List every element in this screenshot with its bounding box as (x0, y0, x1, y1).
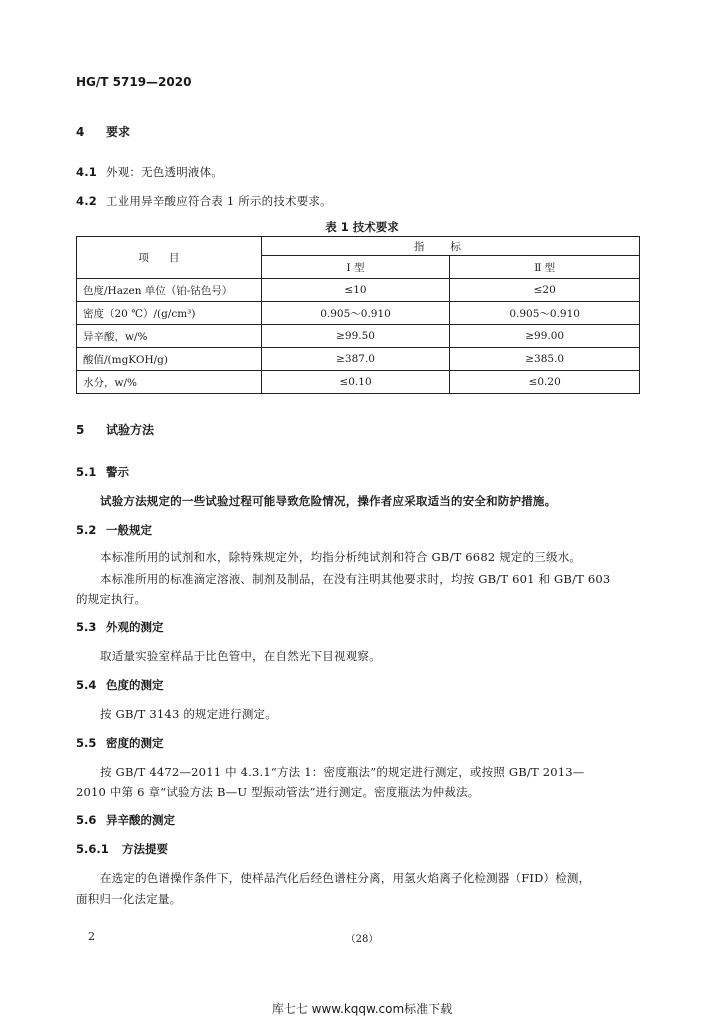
paragraph: 按 GB/T 4472—2011 中 4.3.1“方法 1：密度瓶法”的规定进行测定，或按照 GB/T 2013— (100, 765, 585, 779)
table-row (77, 371, 640, 394)
clause-5-4-heading (76, 677, 164, 693)
row-type-1-value: ≥387.0 (261, 348, 450, 371)
row-type-2-value: ≥385.0 (450, 348, 640, 371)
table-header-row (77, 237, 640, 256)
clause-number: 5.5 (76, 736, 97, 750)
row-item: 密度（20 ℃）/(g/cm³) (77, 302, 262, 325)
paragraph-continuation: 面积归一化法定量。 (76, 892, 182, 906)
paragraph: 本标准所用的试剂和水，除特殊规定外，均指分析纯试剂和符合 GB/T 6682 规定的三级水。 (100, 550, 582, 564)
clause-number: 5.3 (76, 620, 97, 634)
clause-number: 5.6 (76, 813, 97, 827)
clause-number: 4.2 (76, 194, 97, 208)
clause-number: 5.2 (76, 523, 97, 537)
clause-number: 5.1 (76, 465, 97, 479)
clause-5-1-heading (76, 464, 129, 480)
clause-number: 5.6.1 (76, 842, 109, 856)
clause-5-6-1-heading (76, 841, 168, 857)
row-type-2-value: ≥99.00 (450, 325, 640, 348)
row-item: 酸值/(mgKOH/g) (77, 348, 262, 371)
section-number: 4 (76, 125, 85, 139)
clause-5-2-heading (76, 522, 152, 538)
row-type-1-value: 0.905～0.910 (261, 302, 450, 325)
clause-title: 密度的测定 (106, 736, 164, 750)
row-type-2-value: ≤0.20 (450, 371, 640, 394)
row-type-1-value: ≤10 (261, 279, 450, 302)
paragraph: 在选定的色谱操作条件下，使样品汽化后经色谱柱分离，用氢火焰离子化检测器（FID）检测， (100, 871, 591, 885)
row-type-2-value: 0.905～0.910 (450, 302, 640, 325)
clause-4-2 (76, 193, 332, 209)
section-4-heading (76, 123, 130, 140)
table-caption: 表 1 技术要求 (325, 220, 399, 234)
header-item: 项目 (77, 237, 262, 279)
source-watermark-text: 库七七 www.kqqw.com标准下载 (271, 1002, 453, 1016)
original-page-number: （28） (345, 934, 379, 945)
clause-text: 外观：无色透明液体。 (106, 165, 223, 179)
clause-5-3-heading (76, 619, 164, 635)
table-row (77, 279, 640, 302)
clause-5-5-heading (76, 735, 164, 751)
paragraph-continuation: 2010 中第 6 章“试验方法 B—U 型振动管法”进行测定。密度瓶法为仲裁法。 (76, 785, 480, 799)
table-row (77, 325, 640, 348)
clause-text: 工业用异辛酸应符合表 1 所示的技术要求。 (106, 194, 332, 208)
standard-id: HG/T 5719—2020 (76, 75, 192, 89)
section-title: 要求 (106, 125, 131, 139)
section-number: 5 (76, 423, 85, 437)
row-type-1-value: ≤0.10 (261, 371, 450, 394)
row-type-2-value: ≤20 (450, 279, 640, 302)
clause-4-1 (76, 164, 223, 180)
row-item: 水分，w/% (77, 371, 262, 394)
clause-title: 色度的测定 (106, 678, 164, 692)
clause-title: 外观的测定 (106, 620, 164, 634)
row-item: 色度/Hazen 单位（铂-钴色号） (77, 279, 262, 302)
header-type-1: Ⅰ 型 (261, 256, 450, 279)
clause-number: 4.1 (76, 165, 97, 179)
header-type-2: Ⅱ 型 (450, 256, 640, 279)
paragraph: 取适量实验室样品于比色管中，在自然光下目视观察。 (100, 649, 381, 663)
table-row (77, 302, 640, 325)
row-item: 异辛酸，w/% (77, 325, 262, 348)
page-number: 2 (88, 930, 95, 943)
clause-title: 一般规定 (106, 523, 152, 537)
section-title: 试验方法 (106, 423, 155, 437)
warning-text: 试验方法规定的一些试验过程可能导致危险情况，操作者应采取适当的安全和防护措施。 (100, 494, 557, 508)
row-type-1-value: ≥99.50 (261, 325, 450, 348)
paragraph: 按 GB/T 3143 的规定进行测定。 (100, 707, 277, 721)
paragraph-continuation: 的规定执行。 (76, 592, 147, 606)
section-5-heading (76, 421, 154, 438)
clause-title: 方法提要 (122, 842, 168, 856)
paragraph: 本标准所用的标准滴定溶液、制剂及制品，在没有注明其他要求时，均按 GB/T 601 和 GB/T 603 (100, 572, 611, 586)
table-row (77, 348, 640, 371)
clause-5-6-heading (76, 812, 175, 828)
clause-number: 5.4 (76, 678, 97, 692)
clause-title: 警示 (106, 465, 129, 479)
clause-title: 异辛酸的测定 (106, 813, 175, 827)
technical-requirements-table (76, 236, 640, 394)
header-index: 指标 (261, 237, 639, 256)
